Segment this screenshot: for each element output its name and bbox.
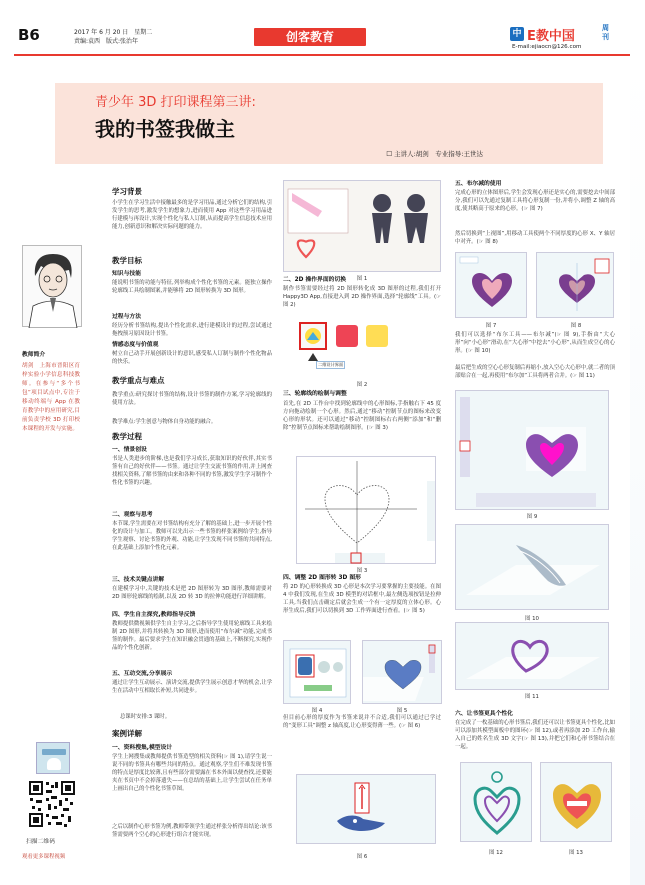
figure-3-heart-outline [296, 456, 436, 564]
figure-2-toolbar [296, 319, 436, 373]
right-edge-strip [630, 60, 645, 885]
para-step-5: 通过让学生互动展示、演讲交流,提供学生展示创意才华的机会,让学生在活动中互相取长补短,共同进步。 [112, 680, 272, 694]
teacher-bio: 胡剑 上海市晋阳区育梓实验小学信息科技教师。在参与“多个书包”项目试点中,专注于移动终端与 App 在教育教学中的应用研究,目前负责学校 3D 打印校本课程的开发与实施。 [22, 363, 80, 432]
heading-goals: 教学目标 [112, 256, 142, 265]
qr-subtitle: 观看更多课程视频 [22, 854, 66, 860]
figure-8-align-heart [536, 252, 614, 318]
para-attitude: 树立自己动手开展创新设计的意识,感受私人订制与制作个性化物品的快乐。 [112, 351, 272, 365]
figure-10-caption: 图 10 [525, 616, 539, 622]
figure-12-caption: 图 12 [489, 850, 503, 856]
figure-3-caption: 图 3 [356, 568, 368, 574]
figure-7-copy-heart [455, 252, 527, 318]
figure-6-height-adjust [296, 774, 436, 844]
issue-date: 2017 年 6 月 20 日 星期二 [74, 29, 153, 36]
step-5: 五、互动交流,分享展示 [112, 671, 173, 677]
qr-label: 扫描二维码 [26, 839, 55, 845]
figure-9-caption: 图 9 [526, 514, 538, 520]
masthead-rule [14, 54, 630, 56]
byline: ☐ 主讲人:胡剑 专业指导:王世达 [386, 150, 483, 158]
para-contour: 首先,在 2D 工作台中找到轮廓线中的心形图标,手指触右下 45 度方向拖动绘制一个心形。然后,通过“移动”控制节点的图标来改变心形的形状。还可以通过“移动”控制图标右右两侧“添加”和“删除”控制节点图标来帮助绘制图形。(☞ 图 3) [283, 401, 441, 431]
para-step-3: 在建模学习中,关键的技术是把 2D 图形转为 3D 图形,教师需要对 2D 图形轮廓线的绘制,以及 2D 转 3D 的拉伸功能进行详细讲解。 [112, 586, 272, 600]
goal-knowledge: 知识与技能 [112, 271, 141, 277]
figure-4-extrude-dialog [283, 640, 351, 704]
masthead [14, 24, 644, 62]
heading-keypoints: 教学重点与难点 [112, 376, 165, 385]
logo-mark-icon: 中 [510, 27, 524, 41]
contact-email: E-mail:ejiaocn@126.com [512, 44, 582, 50]
figure-7-caption: 图 7 [485, 323, 497, 329]
brush-tool-icon[interactable] [366, 325, 388, 347]
step-1: 一、情景创设 [112, 447, 147, 453]
para-2d-switch: 制作书签需要经过将 2D 图形转化成 3D 图形的过程,我们打开 Happy3D App,直接进入到 2D 操作界面,选择“轮廓线”工具。(☞ 图 2) [283, 286, 441, 308]
section-2d-switch: 二、2D 操作界面的切换 [283, 277, 347, 283]
section-personalize: 六、让书签更具个性化 [455, 711, 513, 717]
para-schedule: 总课时安排:3 课时。 [120, 714, 171, 720]
section-2d-to-3d: 四、调整 2D 图形转 3D 图形 [283, 575, 361, 581]
goal-process: 过程与方法 [112, 314, 141, 320]
editors: 责编:袁西 版式:张治年 [74, 38, 139, 45]
figure-11-caption: 图 11 [525, 694, 539, 700]
para-boolean-1: 完成心形的立体图形后,学生会发现心形还是实心的,需要挖去中间部分,我们可以先通过复制工具将心形复制一份,并将小,调整 Z 轴的高度,使其略高于原来的心形。(☞ 图 7) [455, 190, 615, 212]
banner-series: 青少年 3D 打印课程第三讲: [95, 95, 256, 110]
qr-code[interactable] [28, 780, 76, 828]
step-3: 三、技术关键点讲解 [112, 577, 165, 583]
figure-9-boolean-tool [455, 390, 609, 510]
app-preview [36, 742, 70, 774]
case-step-1: 一、资料搜集,模型设计 [112, 745, 173, 751]
page-title: 我的书签我做主 [95, 117, 235, 141]
para-difficulty: 教学难点:学生创意与物体自身功能的融合。 [112, 419, 217, 425]
heading-case: 案例详解 [112, 729, 142, 738]
figure-1-caption: 图 1 [356, 276, 368, 282]
para-background: 小学生在学习生活中接触最多的是学习用品,通过分析它们的结构,引发学生的思考,激发学生的想象力,进而使用 App 对这些学习用品进行建模与再设计,实现个性化与私人订制,从而提高学生信息技术应用能力,创新意识和解决实际问题的能力。 [112, 200, 272, 230]
heading-process: 教学过程 [112, 432, 142, 441]
figure-4-caption: 图 4 [311, 708, 323, 714]
goal-attitude: 情感态度与价值观 [112, 342, 159, 348]
step-2: 二、观察与思考 [112, 512, 153, 518]
step-4: 四、学生自主探究,教师指导反馈 [112, 612, 196, 618]
section-contour: 三、轮廓线的绘制与调整 [283, 391, 347, 397]
figure-10-hollow-heart [455, 524, 609, 610]
dice-tool-icon[interactable] [336, 325, 358, 347]
figure-13-caption: 图 13 [569, 850, 583, 856]
para-boolean-4: 最后把生成的空心心形复制后再缩小,放入空心大心形中,就二者的顶部贴合在一起,再使用“布尔加”工具将两者合并。(☞ 图 11) [455, 365, 615, 379]
para-keypoint: 教学重点:研究探讨书签的结构,设计书签的制作方案,学习轮廓线的使用方法。 [112, 392, 272, 406]
para-step-2: 本节课,学生需要在对书签结构有充分了解的基础上,进一步开展个性化的设计与加工。教师可以先出示一些书签的样张案例给学生,指导学生观察、讨论书签的外观、功能,让学生发现不同书签的共同特点,在此基础上添加个性化元素。 [112, 521, 272, 551]
publication-logo [510, 24, 614, 52]
section-boolean: 五、布尔减的使用 [455, 181, 502, 187]
figure-5-3d-heart [362, 640, 442, 704]
lesson-banner [55, 83, 603, 164]
para-2d-to-3d: 将 2D 的心形转换成 3D 心形是本次学习要掌握的主要技能。在图 4 中我们发现,在生成 3D 模型的对话框中,最左侧选项按钮是拉伸工具,当我们点击确定后就会生成一个有一定厚度的立体心形。心形生成后,我们可以切换到 3D 工作界面进行查看。(☞ 图 5) [283, 584, 441, 614]
para-boolean-2: 然后切换到“上视图”,用移动工具使两个不同厚度的心形 X、Y 轴居中对齐。(☞ 图 8) [455, 231, 615, 245]
para-step-1: 书是人类进步的阶梯,也是我们学习成长,获取知识的好伙伴,其实书签有自己的好伙伴——书签。通过让学生交流书签的作用,并上网查找相关资料,了解书签的由来和各种不同的书签,激发学生学习制作个性化书签的兴趣。 [112, 456, 272, 486]
para-process: 经历分析书签结构,提出个性化需求,进行建模设计的过程,尝试通过拖拽预习原因设计书签。 [112, 323, 272, 337]
para-knowledge: 能说明书签的功能与特征,列举构成个性化书签的元素。能独立操作轮廓线工具绘制图案,并能够将 2D 图形转换为 3D 图形。 [112, 280, 272, 294]
figure-11-merge-heart [455, 622, 609, 690]
logo-brand: E教中国 [527, 29, 575, 44]
para-case-1: 学生上网搜集或教师提供书签造型的相关资料(☞ 图 1),请学生说一说不同的书签具有哪些共同的特点。通过观察,学生们不难发现书签的特点是厚度比较薄,且有些部分需要露在书本外面以便查找,还要能夹在书页中不会掉落遗失——在总结的基础上,让学生尝试在任务单上画出自己的个性化书签草图。 [112, 754, 272, 792]
figure-13-text-heart [540, 762, 612, 842]
teacher-portrait [22, 245, 82, 327]
teacher-heading: 教师简介 [22, 352, 46, 358]
para-case-2: 之后以制作心形书签为例,教师带领学生通过样张分析得出结论:该书签需要两个空心的心形进行组合才能实现。 [112, 824, 272, 838]
section-tab: 创客教育 [254, 28, 366, 46]
para-thickness: 但目前心形的厚度作为书签来说并不合适,我们可以通过已学过的“变形工具”调整 z 轴高度,让心形变得薄一些。(☞ 图 6) [283, 715, 441, 729]
2d-interface-hint: 二维设计界面 [318, 362, 344, 367]
contour-tool-button[interactable] [299, 322, 327, 350]
para-step-4: 教师提供微视频供学生自主学习,之后指导学生使用轮廓线工具来绘制 2D 图形,并将其转换为 3D 图形,进而使用“布尔减”功能,完成书签的制作。最后要求学生在知识融会贯通的基础上,不断探究,实现作品的个性化创新。 [112, 621, 272, 651]
figure-1-bookmark-photos [283, 180, 441, 272]
heading-background: 学习背景 [112, 187, 142, 196]
figure-5-caption: 图 5 [396, 708, 408, 714]
figure-6-caption: 图 6 [356, 854, 368, 860]
para-boolean-3: 我们可以选择“布尔工具——布尔减”(☞ 图 9),手指由“大心形”向“小心形”滑动,在“大心形”中挖去“小心形”,从而生成空心的心形。(☞ 图 10) [455, 332, 615, 354]
page-number: B6 [18, 26, 40, 44]
figure-2-caption: 图 2 [356, 382, 368, 388]
figure-8-caption: 图 8 [570, 323, 582, 329]
figure-12-ring-model [460, 762, 532, 842]
logo-week: 周刊 [602, 24, 609, 41]
para-personalize: 在完成了一枚基础的心形书签后,我们还可以让书签更具个性化,比如可以添加其模型面板中的图环(☞ 图 12),或者再添加 2D 工作台,输入自己的姓名生成 3D 文字(☞ 图 13),并把它们和心形书签结合在一起。 [455, 720, 615, 750]
pointer-arrow-icon [308, 353, 318, 361]
